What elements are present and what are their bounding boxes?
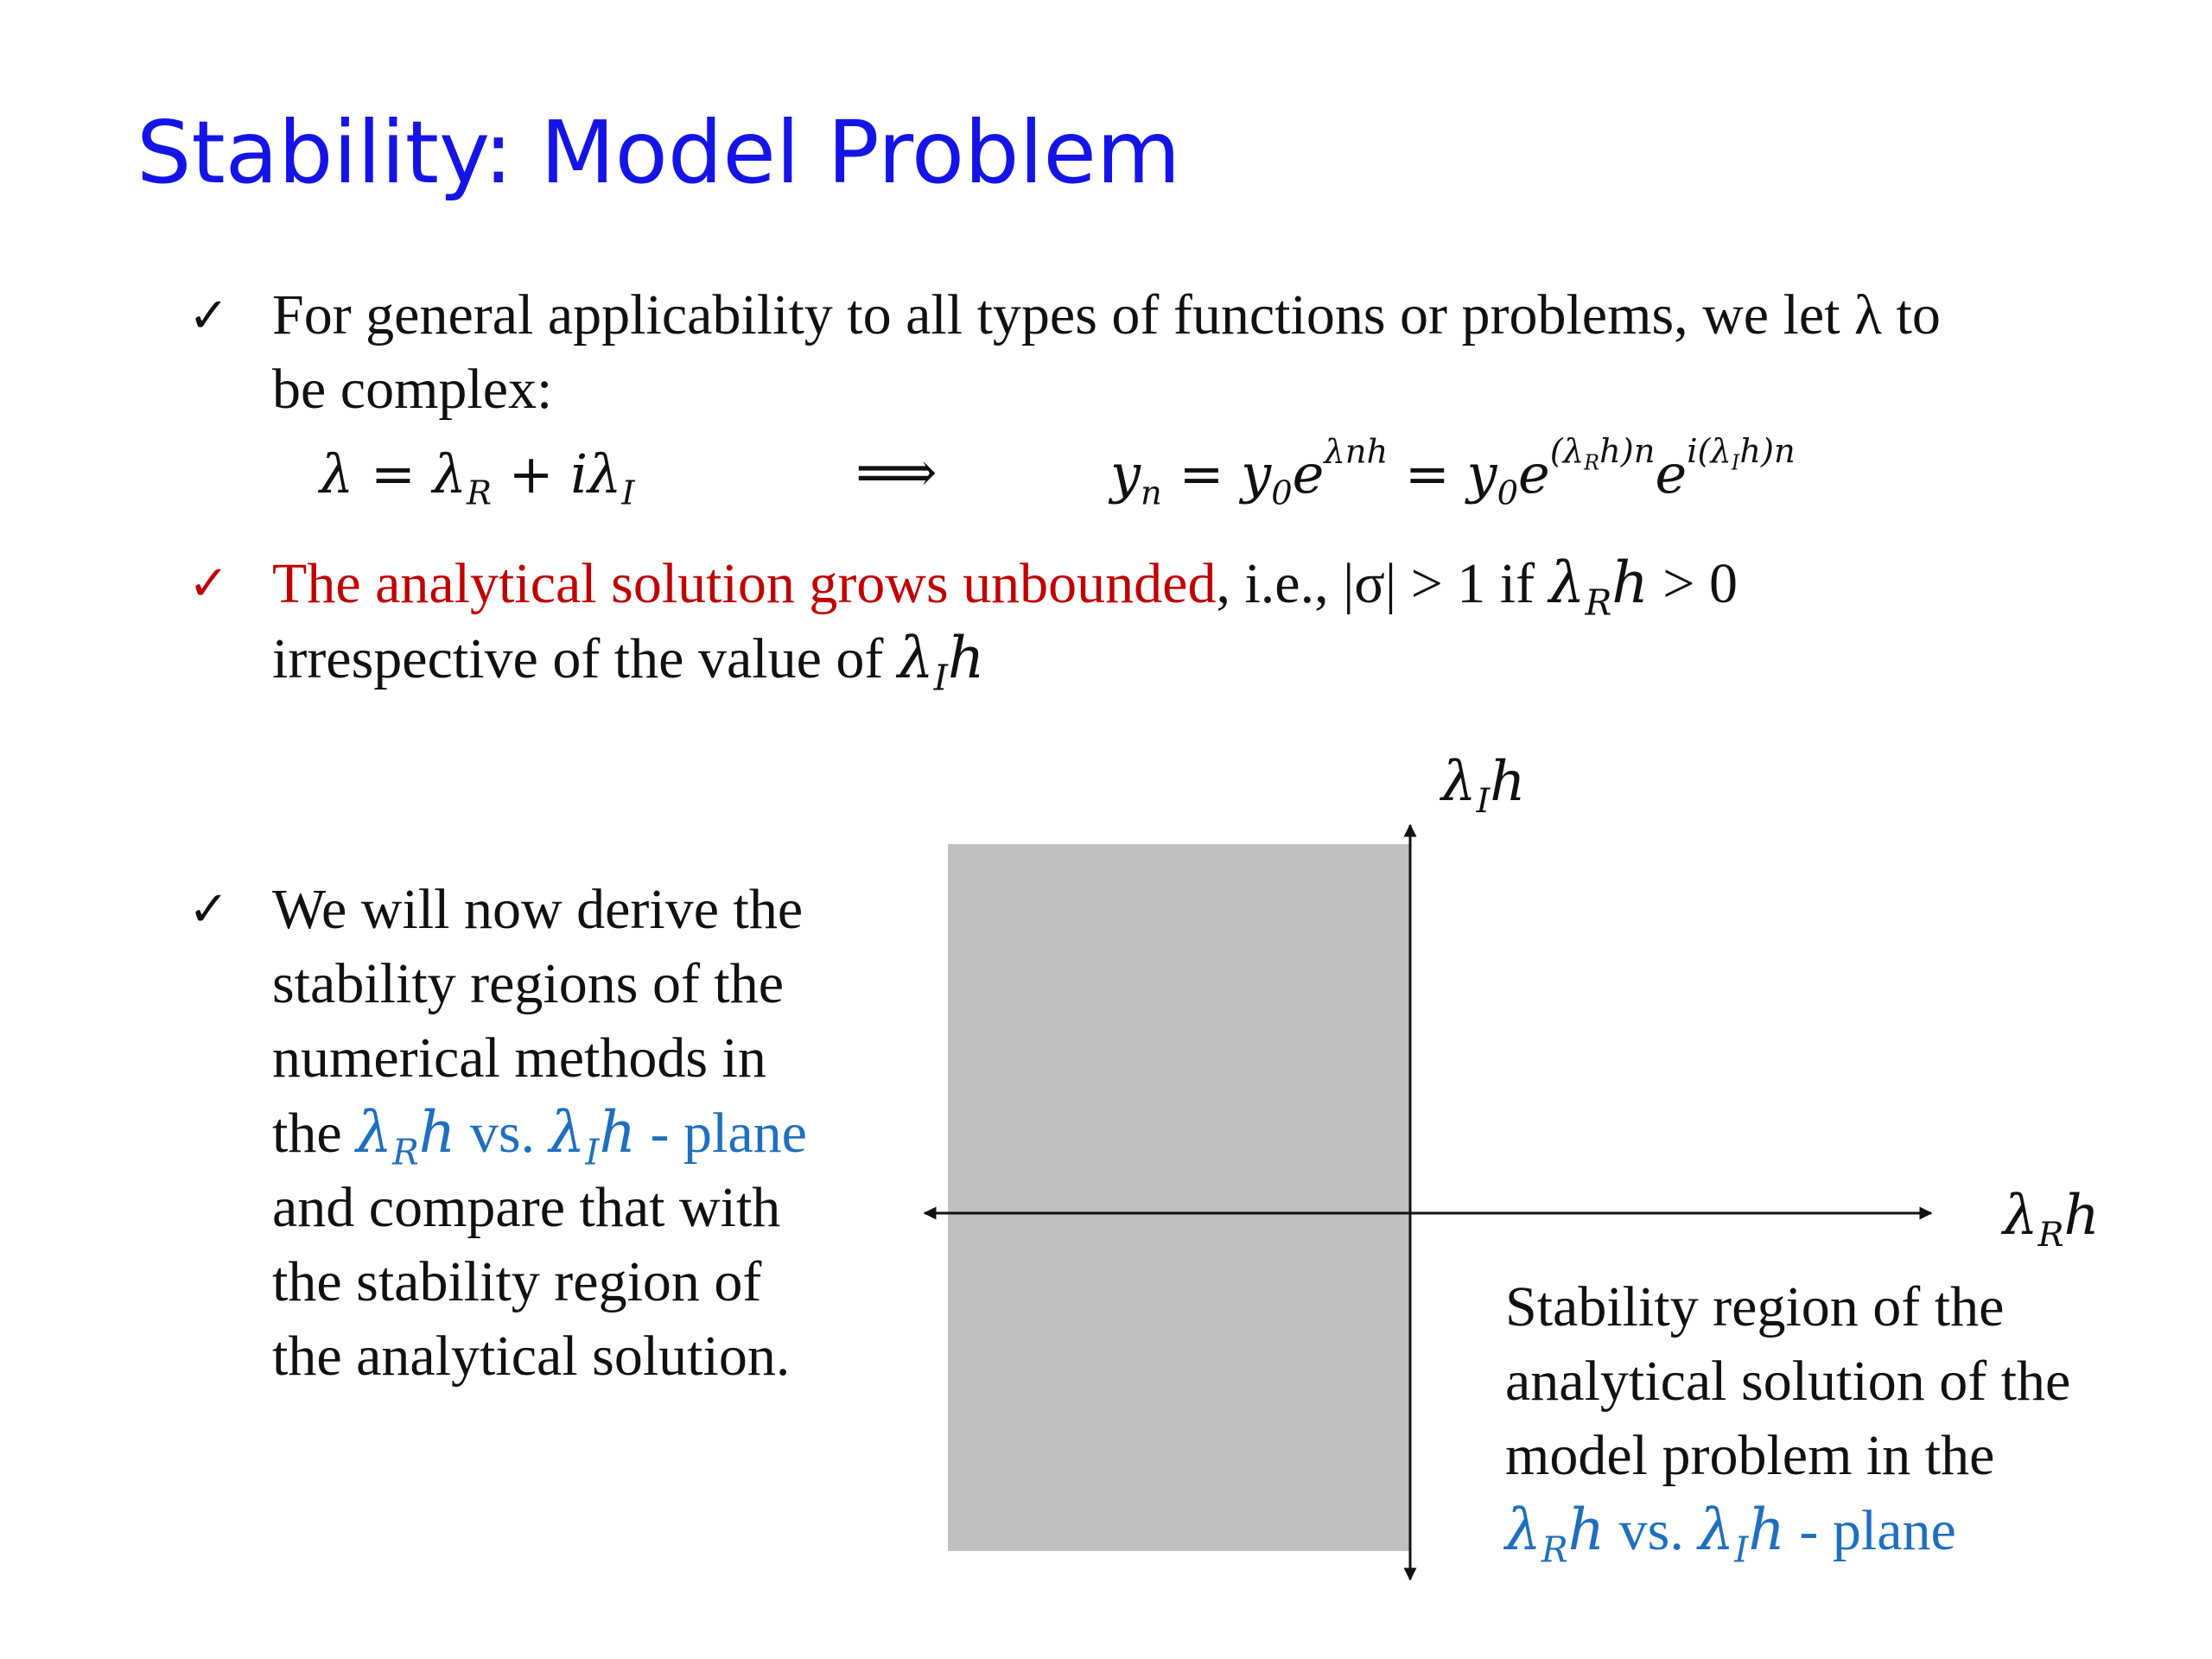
bullet-3-text: We will now derive the stability regions of the numerical methods in the $\lambda_Rh$ vs. $\lambda_Ih$ - plane and compare that with the stability region of the analytical solution. <box>272 878 807 1388</box>
x-axis-label: $\lambda_Rh$ <box>2003 1184 2100 1255</box>
slide-title: Stability: Model Problem <box>137 102 1181 203</box>
bullet-2-line-2: irrespective of the value of $\lambda_Ih$ <box>272 625 985 699</box>
checkmark-icon: ✓ <box>188 288 229 344</box>
checkmark-icon: ✓ <box>188 881 229 938</box>
plot-caption: Stability region of the analytical solution of the model problem in the $\lambda_Rh$ vs. $\lambda_Ih$ - plane <box>1505 1275 2071 1571</box>
y-axis-label: $\lambda_Ih$ <box>1441 750 1526 821</box>
bullet-2-highlight: The analytical solution grows unbounded <box>272 552 1217 615</box>
implies-arrow: ⟹ <box>855 439 938 505</box>
bullet-1-line-1: For general applicability to all types of functions or problems, we let λ to <box>272 283 1941 346</box>
caption-plane-line: $\lambda_Rh$ vs. $\lambda_Ih$ - plane <box>1505 1497 1956 1571</box>
bullet-2-line-1: The analytical solution grows unbounded, i.e., |σ| > 1 if $\lambda_Rh > 0$ <box>272 550 1738 624</box>
checkmark-icon: ✓ <box>188 556 229 612</box>
bullet-1-line-2: be complex: <box>272 358 553 421</box>
solution-equation: $y_n = y_0e^{\lambda nh} = y_0e^{(\lambda_Rh)n}e^{i(\lambda_Ih)n}$ <box>1110 432 1796 513</box>
lambda-definition: $\lambda = \lambda_R + i\lambda_I$ <box>320 442 635 513</box>
stability-region <box>948 844 1410 1551</box>
plane-line: the $\lambda_Rh$ vs. $\lambda_Ih$ - plane <box>272 1099 807 1173</box>
